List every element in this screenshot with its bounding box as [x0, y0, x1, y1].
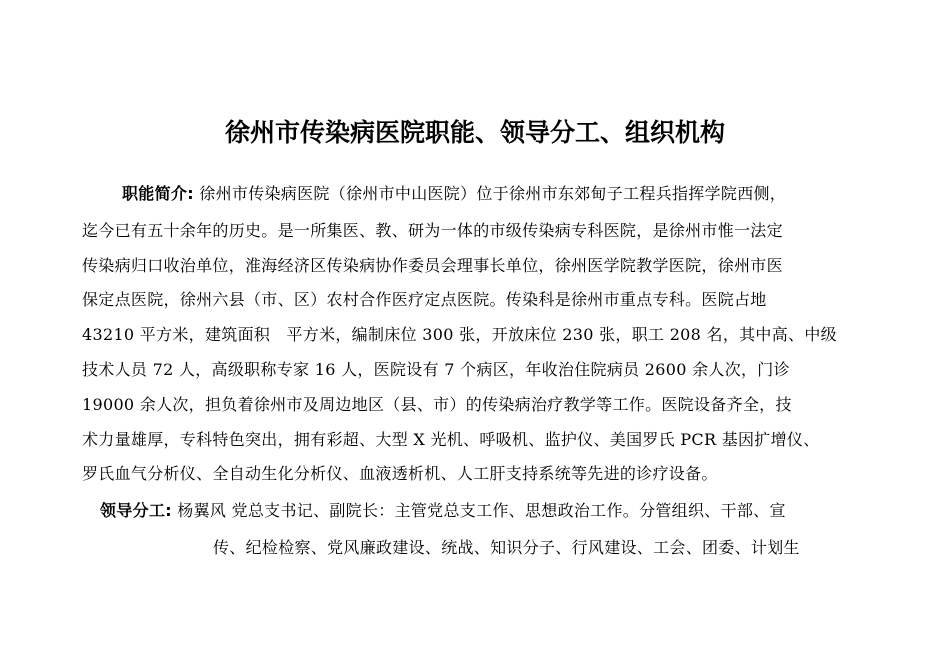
intro-line-7: 19000 余人次，担负着徐州市及周边地区（县、市）的传染病治疗教学等工作。医院设备齐全，技: [82, 395, 792, 414]
intro-line-1: 徐州市传染病医院（徐州市中山医院）位于徐州市东郊甸子工程兵指挥学院西侧，: [199, 184, 787, 203]
intro-line-2: 迄今已有五十余年的历史。是一所集医、教、研为一体的市级传染病专科医院，是徐州市惟一法定: [82, 221, 783, 240]
intro-line-8: 术力量雄厚，专科特色突出，拥有彩超、大型 X 光机、呼吸机、监护仪、美国罗氏 PCR 基因扩增仪、: [82, 430, 820, 449]
intro-label: 职能简介:: [122, 184, 194, 203]
leadership-line-1: 杨翼风 党总支书记、副院长：主管党总支工作、思想政治工作。分管组织、干部、宣: [177, 501, 786, 520]
document-title: 徐州市传染病医院职能、领导分工、组织机构: [224, 118, 725, 147]
leadership-label: 领导分工:: [100, 501, 172, 520]
intro-line-3: 传染病归口收治单位，淮海经济区传染病协作委员会理事长单位，徐州医学院教学医院，徐州市医: [82, 256, 783, 275]
intro-first-line: [122, 184, 786, 204]
intro-line-9: 罗氏血气分析仪、全自动生化分析仪、血液透析机、人工肝支持系统等先进的诊疗设备。: [82, 464, 718, 483]
leadership-line-2: 传、纪检检察、党风廉政建设、统战、知识分子、行风建设、工会、团委、计划生: [213, 538, 800, 557]
intro-line-4: 保定点医院，徐州六县（市、区）农村合作医疗定点医院。传染科是徐州市重点专科。医院占地: [82, 290, 767, 309]
leadership-first-line: [100, 501, 786, 521]
intro-line-6: 技术人员 72 人，高级职称专家 16 人，医院设有 7 个病区，年收治住院病员 2600 余人次，门诊: [82, 360, 790, 379]
intro-line-5: 43210 平方米，建筑面积 平方米，编制床位 300 张，开放床位 230 张，职工 208 名，其中高、中级: [82, 325, 837, 344]
